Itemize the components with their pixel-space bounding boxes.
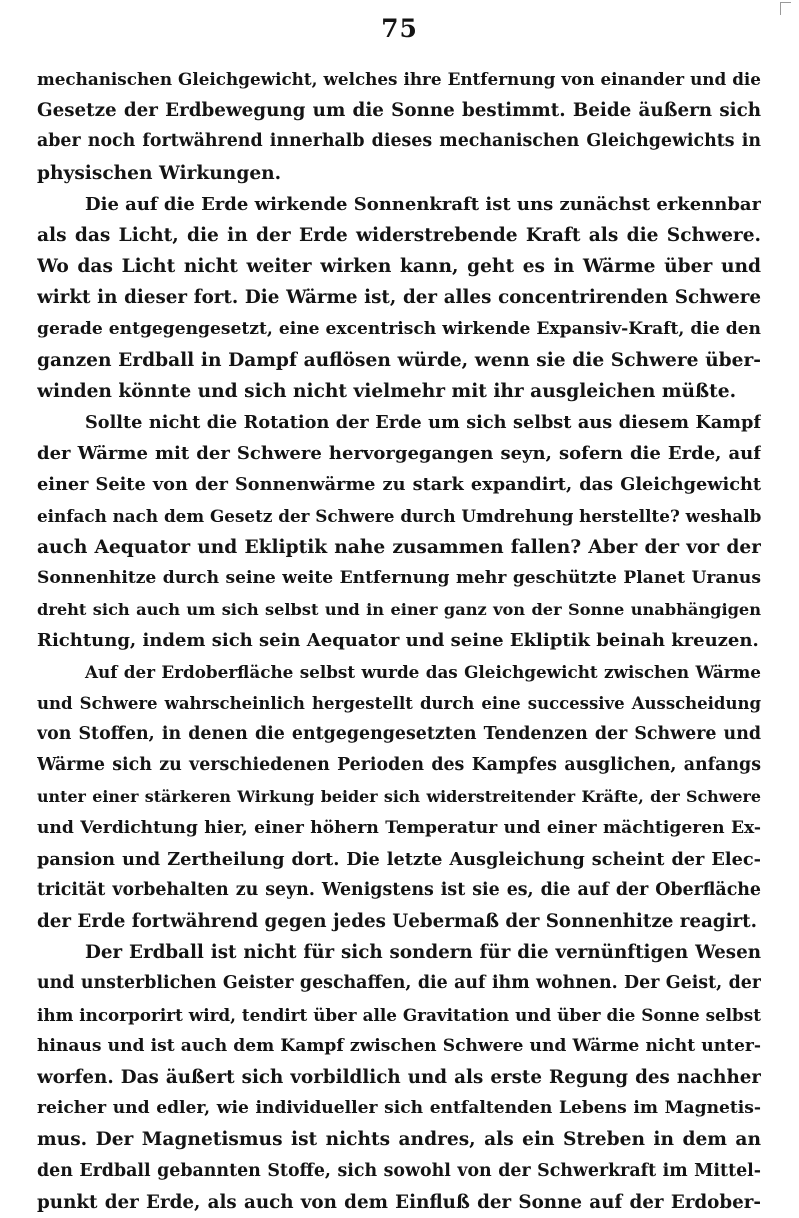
text-line: und unsterblichen Geister geschaffen, die auf ihm wohnen. Der Geist, der bbox=[37, 973, 761, 994]
text-line: punkt der Erde, als auch von dem Einfluß der Sonne auf der Erdober- bbox=[37, 1191, 761, 1213]
text-line: winden könnte und sich nicht vielmehr mit ihr ausgleichen müßte. bbox=[37, 380, 737, 402]
text-line: unter einer stärkeren Wirkung beider sich widerstreitender Kräfte, der Schwere bbox=[37, 787, 761, 807]
text-line: Wo das Licht nicht weiter wirken kann, geht es in Wärme über und bbox=[37, 256, 761, 278]
text-line: Sonnenhitze durch seine weite Entfernung mehr geschützte Planet Uranus bbox=[37, 568, 761, 588]
page-number: 75 bbox=[381, 14, 418, 43]
text-line: einfach nach dem Gesetz der Schwere durch Umdrehung herstellte? weshalb bbox=[37, 505, 761, 526]
text-line: ganzen Erdball in Dampf auflösen würde, wenn sie die Schwere über- bbox=[37, 349, 761, 371]
body-text bbox=[37, 64, 761, 1218]
text-line: Gesetze der Erdbewegung um die Sonne bestimmt. Beide äußern sich bbox=[37, 100, 761, 122]
text-line: von Stoffen, in denen die entgegengesetzten Tendenzen der Schwere und bbox=[37, 723, 761, 744]
paragraph-start-line: Auf der Erdoberfläche selbst wurde das Gleichgewicht zwischen Wärme bbox=[85, 661, 761, 682]
text-line: reicher und edler, wie individueller sich entfaltenden Lebens im Magnetis- bbox=[37, 1098, 761, 1119]
text-line: der Erde fortwährend gegen jedes Uebermaß der Sonnenhitze reagirt. bbox=[37, 911, 757, 933]
text-line: aber noch fortwährend innerhalb dieses mechanischen Gleichgewichts in bbox=[37, 131, 761, 152]
text-line: worfen. Das äußert sich vorbildlich und als erste Regung des nachher bbox=[37, 1067, 761, 1088]
text-line: und Schwere wahrscheinlich hergestellt durch eine successive Ausscheidung bbox=[37, 693, 761, 713]
paragraph-start-line: Die auf die Erde wirkende Sonnenkraft ist uns zunächst erkennbar bbox=[85, 193, 761, 215]
text-line: wirkt in dieser fort. Die Wärme ist, der alles concentrirenden Schwere bbox=[37, 287, 761, 309]
text-line: tricität vorbehalten zu seyn. Wenigstens ist sie es, die auf der Oberfläche bbox=[37, 879, 761, 900]
text-line: mus. Der Magnetismus ist nichts andres, als ein Streben in dem an bbox=[37, 1129, 761, 1151]
text-line: der Wärme mit der Schwere hervorgegangen seyn, sofern die Erde, auf bbox=[37, 443, 761, 465]
text-line: dreht sich auch um sich selbst und in einer ganz von der Sonne unabhängigen bbox=[37, 600, 761, 620]
text-line: den Erdball gebannten Stoffe, sich sowohl von der Schwerkraft im Mittel- bbox=[37, 1160, 761, 1181]
text-line: mechanischen Gleichgewicht, welches ihre Entfernung von einander und die bbox=[37, 69, 761, 89]
text-line: hinaus und ist auch dem Kampf zwischen Schwere und Wärme nicht unter- bbox=[37, 1035, 761, 1056]
text-line: einer Seite von der Sonnenwärme zu stark expandirt, das Gleichgewicht bbox=[37, 474, 761, 496]
text-line: gerade entgegengesetzt, eine excentrisch wirkende Expansiv-Kraft, die den bbox=[37, 318, 761, 339]
text-line: als das Licht, die in der Erde widerstrebende Kraft als die Schwere. bbox=[37, 224, 761, 246]
paragraph-start-line: Der Erdball ist nicht für sich sondern für die vernünftigen Wesen bbox=[85, 942, 761, 964]
text-line: ihm incorporirt wird, tendirt über alle Gravitation und über die Sonne selbst bbox=[37, 1004, 761, 1025]
text-line: und Verdichtung hier, einer höhern Temperatur und einer mächtigeren Ex- bbox=[37, 817, 761, 838]
text-line: Richtung, indem sich sein Aequator und seine Ekliptik beinah kreuzen. bbox=[37, 630, 759, 652]
text-line: auch Aequator und Ekliptik nahe zusammen fallen? Aber der vor der bbox=[37, 536, 761, 558]
text-line: pansion und Zertheilung dort. Die letzte Ausgleichung scheint der Elec- bbox=[37, 848, 761, 870]
text-line: Wärme sich zu verschiedenen Perioden des Kampfes ausglichen, anfangs bbox=[37, 755, 761, 776]
text-line: physischen Wirkungen. bbox=[37, 162, 282, 184]
paragraph-start-line: Sollte nicht die Rotation der Erde um sich selbst aus diesem Kampf bbox=[85, 412, 761, 434]
